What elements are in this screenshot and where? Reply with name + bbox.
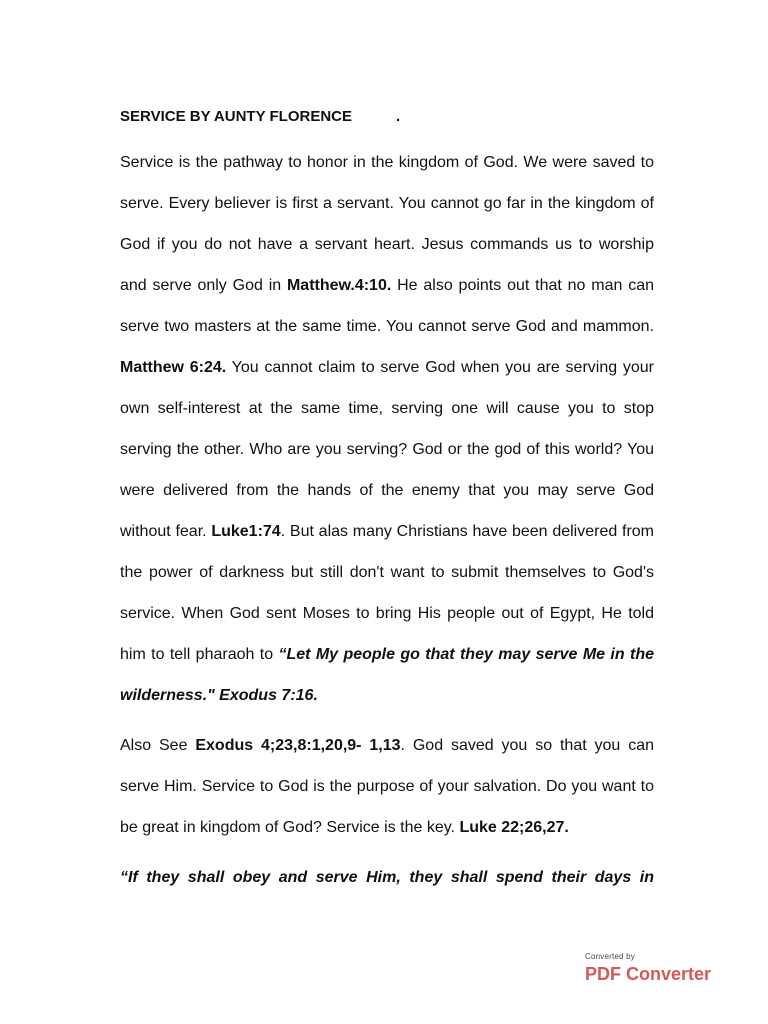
title-dot: .: [396, 108, 401, 125]
paragraph-2-text-1: Also See: [120, 737, 196, 754]
scripture-ref-matthew-4-10: Matthew.4:10.: [286, 277, 392, 294]
scripture-ref-exodus: Exodus 4;23,8:1,20,9- 1,13: [195, 737, 401, 754]
watermark-pdf-converter: PDF Converter: [585, 964, 712, 984]
paragraph-1-text-1: Service is the pathway to honor in the kingdom of God. We were saved to serve. Every believer is first a servant. You cannot go far in the kingdom of God if you do not have a servant heart. Jesus commands us to worship and serve only God in: [120, 154, 654, 294]
scripture-ref-luke-1-74: Luke1:74: [211, 523, 281, 540]
paragraph-1-text-4: . But alas many Christians have been delivered from the power of darkness but still don't want to submit themselves to God's service. When God sent Moses to bring His people out of Egypt, He told him to tell pharaoh to: [120, 523, 654, 663]
paragraph-3: [120, 857, 654, 898]
paragraph-1-text-2: He also points out that no man can serve two masters at the same time. You cannot serve God and mammon.: [120, 277, 654, 335]
watermark-converted-by: Converted by: [585, 952, 635, 961]
scripture-ref-matthew-6-24: Matthew 6:24.: [120, 359, 227, 376]
paragraph-2: [120, 725, 654, 848]
document-title: SERVICE BY AUNTY FLORENCE: [120, 108, 352, 125]
document-title-line: [120, 104, 654, 130]
scripture-quote-exodus-7-16: “Let My people go that they may serve Me in the wilderness." Exodus 7:16.: [120, 646, 654, 704]
pdf-converter-watermark: [585, 952, 735, 986]
scripture-quote-obey-serve: “If they shall obey and serve Him, they shall spend their days in: [120, 869, 654, 886]
paragraph-2-text-2: . God saved you so that you can serve Him. Service to God is the purpose of your salvation. Do you want to be great in kingdom of God? Service is the key.: [120, 737, 655, 836]
paragraph-1-text-3: You cannot claim to serve God when you are serving your own self-interest at the same time, serving one will cause you to stop serving the other. Who are you serving? God or the god of this world? You were delivered from the hands of the enemy that you may serve God without fear.: [120, 359, 654, 540]
scripture-ref-luke-22: Luke 22;26,27.: [459, 819, 569, 836]
document-page: [120, 104, 654, 898]
paragraph-1: [120, 142, 654, 716]
